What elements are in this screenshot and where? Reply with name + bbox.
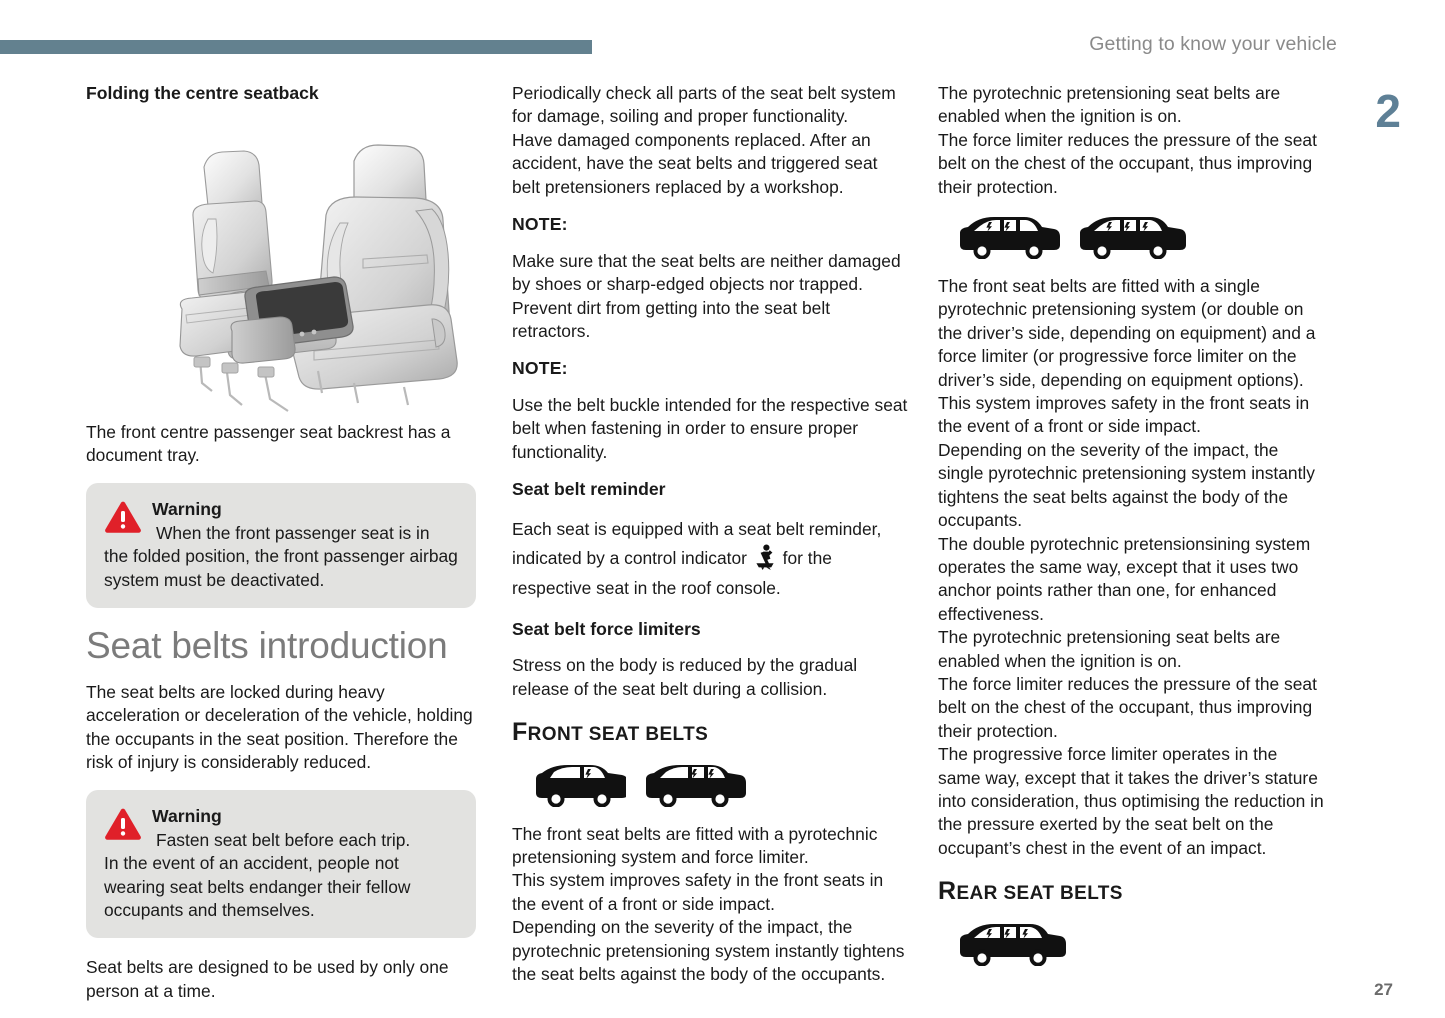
front-seat-belts-heading-rest: RONT SEAT BELTS xyxy=(527,724,709,746)
warning-title: Warning xyxy=(152,499,222,520)
front-seat-belts-heading xyxy=(512,719,908,747)
rear-seat-belts-heading xyxy=(938,878,1324,906)
right-paragraph-9: The progressive force limiter operates in the same way, except that it takes the driver’s stature into consideration, thus optimising the reduction in the pressure exerted by the seat belt on the occupant’s chest in the event of an impact. xyxy=(938,744,1324,858)
column-middle xyxy=(512,82,908,986)
van-passenger-icon xyxy=(956,918,1066,966)
page-number: 27 xyxy=(1374,980,1393,999)
warning-box-airbag xyxy=(86,483,476,608)
warning-title: Warning xyxy=(152,806,222,827)
seat-belts-intro-paragraph: The seat belts are locked during heavy acceleration or deceleration of the vehicle, holding the occupants in the seat position. Therefore the risk of injury is considerably reduced. xyxy=(86,681,473,772)
header-accent-bar xyxy=(0,40,592,54)
warning-box-fasten-belt xyxy=(86,790,476,938)
note-body-2: Use the belt buckle intended for the respective seat belt when fastening in order to ensure proper functionality. xyxy=(512,394,908,462)
van-passenger-icon xyxy=(1076,211,1186,259)
front-body-paragraph-2: This system improves safety in the front seats in the event of a front or side impact. xyxy=(512,870,884,914)
middle-paragraph-1: Periodically check all parts of the seat belt system for damage, soiling and proper functionality. xyxy=(512,83,896,127)
seat-belt-reminder-body xyxy=(512,515,908,604)
front-seat-belts-heading-initial: F xyxy=(512,718,528,747)
rear-seat-belts-heading-rest: EAR SEAT BELTS xyxy=(956,883,1123,905)
seat-belt-force-limiters-heading: Seat belt force limiters xyxy=(512,618,701,639)
van-short-icon xyxy=(530,759,626,807)
folding-centre-seatback-heading: Folding the centre seatback xyxy=(86,83,319,103)
van-crew-icon xyxy=(956,211,1060,259)
right-paragraph-7: The pyrotechnic pretensioning seat belts are enabled when the ignition is on. xyxy=(938,627,1281,671)
front-body-paragraph-1: The front seat belts are fitted with a pyrotechnic pretensioning system and force limiter. xyxy=(512,823,878,867)
column-right xyxy=(938,82,1324,982)
note-label-2: NOTE: xyxy=(512,358,568,379)
column-left xyxy=(86,82,476,1017)
chapter-number: 2 xyxy=(1375,85,1401,137)
figure-caption: The front centre passenger seat backrest has a document tray. xyxy=(86,421,451,466)
note-body-1: Make sure that the seat belts are neither damaged by shoes or sharp-edged objects nor trapped. Prevent dirt from getting into the seat belt retractors. xyxy=(512,250,901,341)
right-paragraph-2: The force limiter reduces the pressure of the seat belt on the chest of the occupant, thus improving their protection. xyxy=(938,129,1317,197)
front-body-paragraph-3: Depending on the severity of the impact, the pyrotechnic pretensioning system instantly tightens the seat belts against the body of the occupants. xyxy=(512,917,905,984)
warning-body: the folded position, the front passenger airbag system must be deactivated. xyxy=(104,546,458,590)
right-paragraph-1: The pyrotechnic pretensioning seat belts are enabled when the ignition is on. xyxy=(938,83,1281,127)
front-seat-belts-vehicle-icons xyxy=(512,759,908,807)
right-paragraph-6: The double pyrotechnic pretensionsining system operates the same way, except that it uses two anchor points rather than one, for enhanced effectiveness. xyxy=(938,533,1311,624)
rear-seat-belts-vehicle-icon xyxy=(938,918,1324,966)
seatbelt-reminder-icon xyxy=(753,544,777,570)
right-paragraph-3: The front seat belts are fitted with a single pyrotechnic pretensioning system (or double on the driver’s side, depending on equipment) and a force limiter (or progressive force limiter on the driver’s side, depending on equipment options). xyxy=(938,276,1316,390)
front-seats-document-tray-illustration xyxy=(86,119,476,415)
seat-belts-introduction-heading: Seat belts introduction xyxy=(86,625,448,667)
front-seat-belts-vehicle-icons-right xyxy=(938,211,1324,259)
right-paragraph-4: This system improves safety in the front seats in the event of a front or side impact. xyxy=(938,393,1310,437)
reminder-text-before: Each seat is equipped with a seat belt reminder, indicated by a control indicator xyxy=(512,518,882,569)
warning-first-line: When the front passenger seat is in xyxy=(156,522,430,543)
warning-triangle-icon xyxy=(104,807,142,841)
right-paragraph-5: Depending on the severity of the impact, the single pyrotechnic pretensioning system instantly tightens the seat belts against the body of the occupants. xyxy=(938,439,1315,531)
right-paragraph-8: The force limiter reduces the pressure of the seat belt on the chest of the occupant, thus improving their protection. xyxy=(938,673,1317,741)
warning-body: In the event of an accident, people not wearing seat belts endanger their fellow occupants and themselves. xyxy=(104,853,411,921)
reminder-text-after: for the respective seat in the roof console. xyxy=(512,548,832,598)
page-header-title: Getting to know your vehicle xyxy=(1089,33,1337,55)
warning-triangle-icon xyxy=(104,500,142,534)
seat-belts-closing-paragraph: Seat belts are designed to be used by only one person at a time. xyxy=(86,957,449,1001)
note-label-1: NOTE: xyxy=(512,214,568,235)
warning-first-line: Fasten seat belt before each trip. xyxy=(156,829,411,850)
seat-belt-reminder-heading: Seat belt reminder xyxy=(512,479,666,500)
rear-seat-belts-heading-initial: R xyxy=(938,877,957,906)
seat-belt-force-limiters-body: Stress on the body is reduced by the gradual release of the seat belt during a collision. xyxy=(512,655,858,699)
van-long-icon xyxy=(642,759,746,807)
middle-paragraph-2: Have damaged components replaced. After an accident, have the seat belts and triggered seat belt pretensioners replaced by a workshop. xyxy=(512,129,878,197)
